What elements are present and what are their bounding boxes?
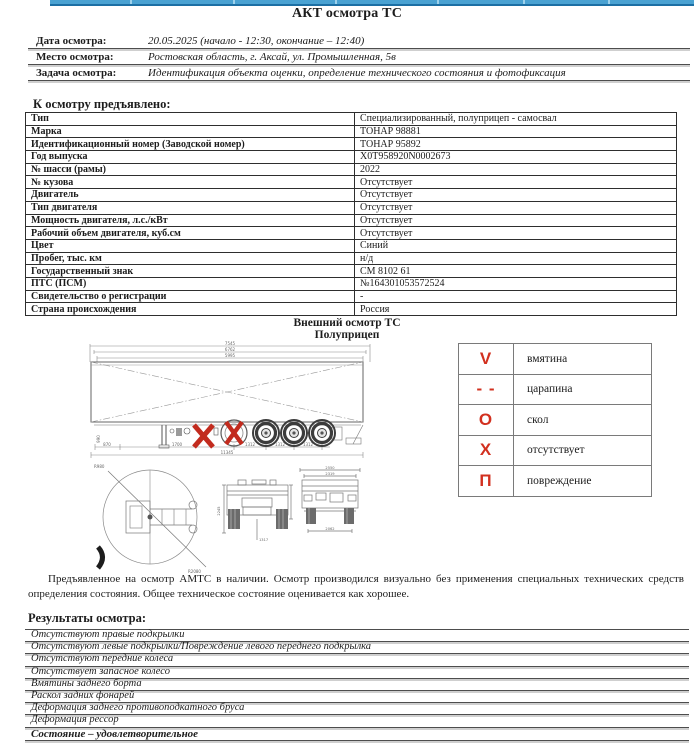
field-label: Идентификационный номер (Заводской номер) <box>26 138 355 151</box>
field-value: 2022 <box>355 163 677 176</box>
legend-row <box>459 405 652 436</box>
inspection-info <box>28 33 690 81</box>
field-label: Страна происхождения <box>26 303 355 316</box>
info-label: Дата осмотра: <box>36 34 107 47</box>
front-view-drawing <box>222 480 293 540</box>
list-item: Отсутствуют левые подкрылки/Повреждение левого переднего подкрылка <box>25 642 689 654</box>
chip-symbol: O <box>459 405 514 436</box>
field-label: Мощность двигателя, л.с./кВт <box>26 214 355 227</box>
field-label: Двигатель <box>26 189 355 202</box>
svg-text:1700: 1700 <box>171 442 183 447</box>
vehicle-section-heading: К осмотру предъявлено: <box>33 97 171 111</box>
field-label: Марка <box>26 125 355 138</box>
list-item: Отсутствует запасное колесо <box>25 667 689 679</box>
damage-symbol: П <box>459 466 514 497</box>
field-value: Отсутствует <box>355 201 677 214</box>
field-value: Отсутствует <box>355 227 677 240</box>
table-row <box>26 201 677 214</box>
legend-label: царапина <box>514 374 652 405</box>
table-row <box>26 252 677 265</box>
front-view-labels <box>217 506 268 542</box>
table-row <box>26 138 677 151</box>
svg-text:990: 990 <box>96 435 101 443</box>
table-row <box>26 163 677 176</box>
turning-circle-drawing <box>103 470 206 567</box>
svg-text:1317: 1317 <box>259 538 269 542</box>
svg-text:R2080: R2080 <box>188 569 201 574</box>
info-row-place <box>28 49 690 65</box>
legend-row <box>459 374 652 405</box>
table-row <box>26 303 677 316</box>
table-row <box>26 176 677 189</box>
scratch-symbol: - - <box>459 374 514 405</box>
results-list <box>25 629 689 741</box>
table-row <box>26 125 677 138</box>
table-row <box>26 265 677 278</box>
field-label: Рабочий объем двигателя, куб.см <box>26 227 355 240</box>
vehicle-table <box>25 112 677 316</box>
field-label: Тип <box>26 113 355 126</box>
field-value: Россия <box>355 303 677 316</box>
list-item: Деформация заднего противоподкатного бруса <box>25 703 689 715</box>
info-value: Ростовская область, г. Аксай, ул. Промышленная, 5в <box>148 50 396 63</box>
svg-text:5995: 5995 <box>224 353 236 358</box>
missing-symbol: X <box>459 435 514 466</box>
table-row <box>26 113 677 126</box>
field-value: Отсутствует <box>355 214 677 227</box>
table-row <box>26 277 677 290</box>
field-label: Цвет <box>26 239 355 252</box>
field-label: Тип двигателя <box>26 201 355 214</box>
missing-part-x-mark <box>194 425 213 447</box>
info-label: Место осмотра: <box>36 50 114 63</box>
table-row <box>26 189 677 202</box>
field-label: № кузова <box>26 176 355 189</box>
field-value: Специализированный, полуприцеп - самосвал <box>355 113 677 126</box>
field-label: Государственный знак <box>26 265 355 278</box>
top-table-divider <box>233 0 235 4</box>
list-item: Раскол задних фонарей <box>25 691 689 703</box>
rear-view-labels <box>325 466 335 531</box>
top-table-divider <box>608 0 610 4</box>
field-value: Отсутствует <box>355 176 677 189</box>
svg-text:6762: 6762 <box>224 347 236 352</box>
dent-symbol: V <box>459 344 514 375</box>
defect-legend <box>458 343 652 497</box>
field-label: ПТС (ПСМ) <box>26 277 355 290</box>
field-label: Пробег, тыс. км <box>26 252 355 265</box>
info-row-date <box>28 33 690 49</box>
page-title: АКТ осмотра ТС <box>291 6 403 21</box>
field-value: X0T958920N0002673 <box>355 151 677 164</box>
field-value: ТОНАР 98881 <box>355 125 677 138</box>
list-item: Деформация рессор <box>25 715 689 727</box>
svg-text:R980: R980 <box>94 464 105 469</box>
field-value: СМ 8102 61 <box>355 265 677 278</box>
field-label: № шасси (рамы) <box>26 163 355 176</box>
external-inspection-subtitle: Полуприцеп <box>314 329 380 341</box>
condition-conclusion: Состояние – удовлетворительное <box>25 728 689 741</box>
top-table-divider <box>523 0 525 4</box>
trailer-drawings <box>80 341 380 574</box>
field-value: н/д <box>355 252 677 265</box>
table-row <box>26 239 677 252</box>
info-row-task <box>28 65 690 81</box>
legend-row <box>459 344 652 375</box>
list-item: Отсутствуют передние колеса <box>25 654 689 666</box>
svg-text:2319: 2319 <box>325 472 335 476</box>
info-label: Задача осмотра: <box>36 66 117 79</box>
legend-label: повреждение <box>514 466 652 497</box>
svg-text:11345: 11345 <box>220 450 234 455</box>
svg-text:1312: 1312 <box>302 442 314 447</box>
field-label: Год выпуска <box>26 151 355 164</box>
legend-label: отсутствует <box>514 435 652 466</box>
svg-text:2062: 2062 <box>325 527 335 531</box>
field-value: - <box>355 290 677 303</box>
list-item: Вмятины заднего борта <box>25 679 689 691</box>
top-table-divider <box>335 0 337 4</box>
list-item: Отсутствуют правые подкрылки <box>25 630 689 642</box>
scan-artifact-mark <box>98 547 103 568</box>
legend-row <box>459 435 652 466</box>
field-value: Синий <box>355 239 677 252</box>
table-row <box>26 214 677 227</box>
info-value: 20.05.2025 (начало - 12:30, окончание – 12:40) <box>148 34 365 47</box>
legend-label: скол <box>514 405 652 436</box>
info-value: Идентификация объекта оценки, определение технического состояния и фотофиксация <box>148 66 566 79</box>
svg-text:7545: 7545 <box>224 341 236 346</box>
table-row <box>26 227 677 240</box>
svg-text:1312: 1312 <box>274 442 286 447</box>
table-row <box>26 290 677 303</box>
field-label: Свидетельство о регистрации <box>26 290 355 303</box>
table-row <box>26 151 677 164</box>
svg-text:1312: 1312 <box>244 442 256 447</box>
rear-view-drawing <box>300 468 360 533</box>
svg-text:870: 870 <box>103 442 111 447</box>
external-inspection-title: Внешний осмотр ТС <box>293 317 401 329</box>
svg-text:2550: 2550 <box>325 466 335 470</box>
turning-circle-labels <box>94 464 201 574</box>
field-value: ТОНАР 95892 <box>355 138 677 151</box>
svg-text:2245: 2245 <box>217 506 221 516</box>
top-table-divider <box>437 0 439 4</box>
field-value: Отсутствует <box>355 189 677 202</box>
legend-label: вмятина <box>514 344 652 375</box>
field-value: №164301053572524 <box>355 277 677 290</box>
summary-paragraph: Предъявленное на осмотр АМТС в наличии. Осмотр производился визуально без применения специальных технических средств определения состояния. Общее техническое состояние оценивается как хорошее. <box>28 573 684 600</box>
top-table-divider <box>130 0 132 4</box>
legend-row <box>459 466 652 497</box>
results-heading: Результаты осмотра: <box>28 611 146 625</box>
